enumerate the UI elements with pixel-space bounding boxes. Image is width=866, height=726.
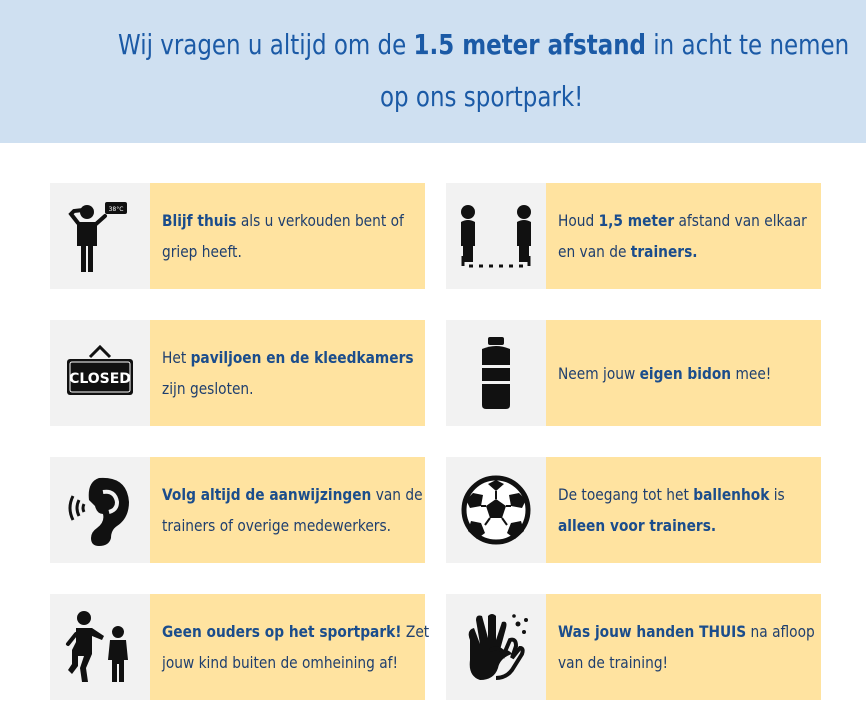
closed-sign-label: CLOSED — [69, 371, 131, 387]
thermometer-reading: 38°C — [108, 206, 124, 213]
rule-card-pavilion-closed — [50, 320, 425, 426]
rule-text: Volg altijd de aanwijzingen van de trainers of overige medewerkers. — [162, 485, 423, 535]
water-bottle-icon — [446, 320, 546, 426]
rule-card-stay-home — [50, 183, 425, 289]
distance-people-icon — [446, 183, 546, 289]
rule-text: Blijf thuis als u verkouden bent of griep heeft. — [162, 211, 404, 261]
rule-text: Het paviljoen en de kleedkamers zijn gesloten. — [162, 348, 414, 398]
rule-card-no-parents — [50, 594, 430, 700]
rule-text: De toegang tot het ballenhok is alleen voor trainers. — [558, 485, 785, 535]
washing-hands-icon — [446, 594, 546, 700]
rule-text: Neem jouw eigen bidon mee! — [558, 363, 772, 383]
rule-card-follow-instructions — [50, 457, 425, 563]
header-banner — [0, 0, 866, 143]
rule-text: Houd 1,5 meter afstand van elkaar en van de trainers. — [558, 211, 807, 261]
closed-sign-icon — [50, 320, 150, 426]
header-line-1: Wij vragen u altijd om de 1.5 meter afstand in acht te nemen — [118, 28, 850, 61]
rule-card-ball-storage — [446, 457, 821, 563]
ear-listening-icon — [50, 457, 150, 563]
rule-card-wash-hands — [446, 594, 821, 700]
rule-card-keep-distance — [446, 183, 821, 289]
header-line-2: op ons sportpark! — [380, 80, 584, 113]
sick-person-thermometer-icon — [50, 183, 150, 289]
rule-card-own-bottle — [446, 320, 821, 426]
header-emphasis: 1.5 meter afstand — [413, 28, 646, 61]
rule-text: Was jouw handen THUIS na afloop van de training! — [558, 622, 815, 672]
rule-text: Geen ouders op het sportpark! Zet jouw kind buiten de omheining af! — [162, 622, 430, 672]
parent-child-icon — [50, 594, 150, 700]
soccer-ball-icon — [446, 457, 546, 563]
